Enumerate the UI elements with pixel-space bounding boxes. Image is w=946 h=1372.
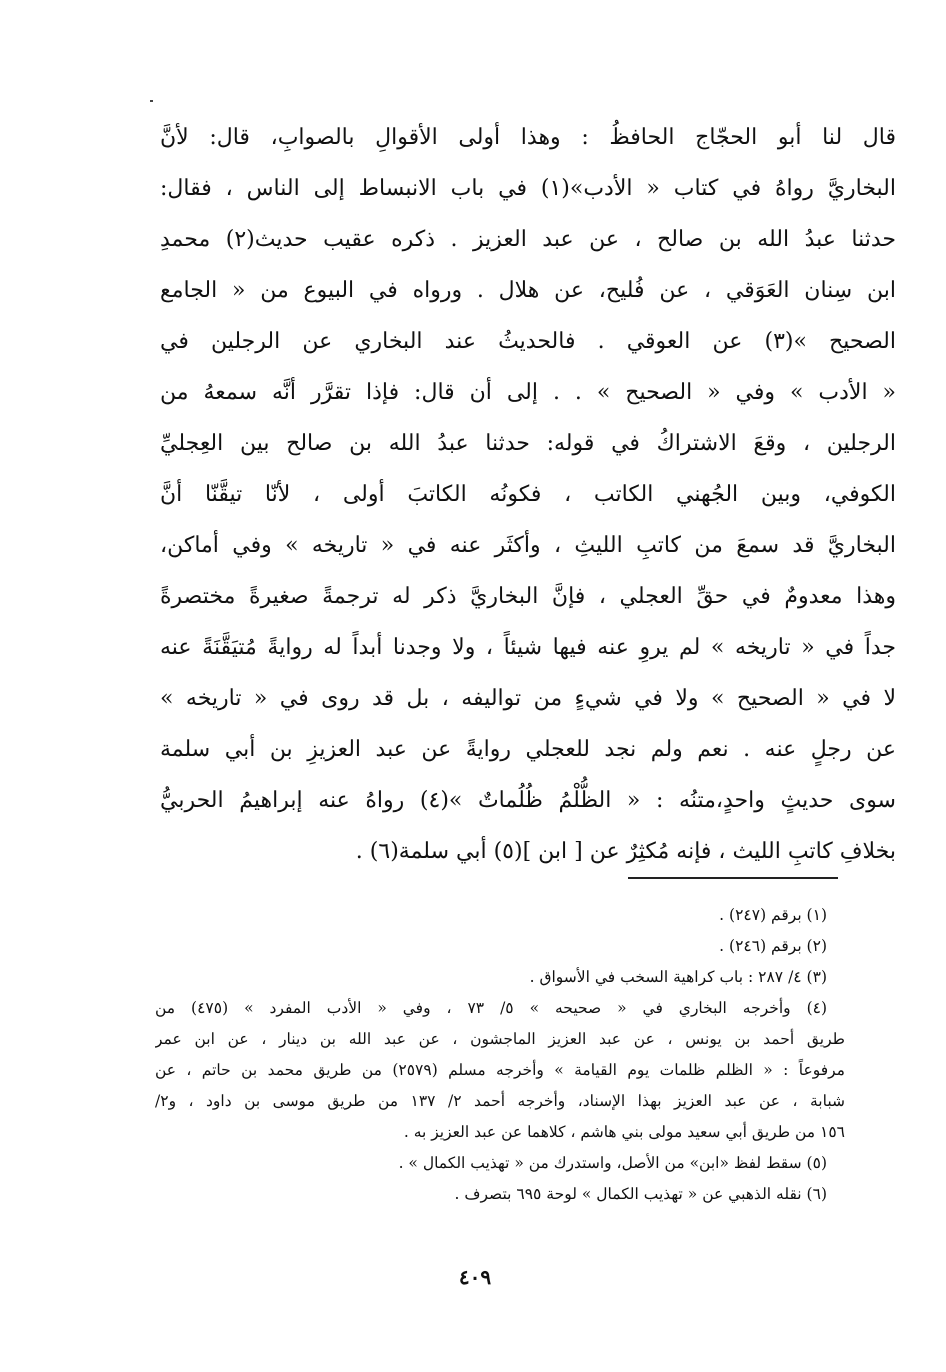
text-line: قال لنا أبو الحجّاج الحافظُ : وهذا أولى الأقوالِ بالصوابِ، قال: لأنَّ xyxy=(160,125,896,150)
text-line: حدثنا عبدُ الله بن صالح ، عن عبد العزيز . ذكره عقيب حديث(٢) محمدِ xyxy=(160,227,896,252)
text-line: الكوفي، وبين الجُهني الكاتب ، فكونُه الكاتبَ أولى ، لأنّا تيقَّنّا أنَّ xyxy=(160,482,896,507)
text-line: بخلافِ كاتبِ الليث ، فإنه مُكثِرٌ عن [ ابن ](٥) أبي سلمة(٦) . xyxy=(355,839,896,864)
text-line: « الأدب » وفي « الصحيح » . . إلى أن قال: فإذا تقرَّر أنَّه سمعهُ من xyxy=(160,380,896,405)
text-line: ابن سِنان العَوَقي ، عن فُليح، عن هلال . ورواه في البيوع من « الجامع xyxy=(160,278,896,303)
text-line: البخاريَّ رواهُ في كتاب « الأدب»(١) في باب الانبساط إلى الناس ، فقال: xyxy=(160,176,896,201)
footnote: (٤) وأخرجه البخاري في « صحيحه » ٥/ ٧٣ ، وفي « الأدب المفرد » (٤٧٥) من xyxy=(155,999,828,1017)
text-line: لا في « الصحيح » ولا في شيءٍ من تواليفه ، بل قد روى في « تاريخه » xyxy=(160,686,896,711)
scan-speck xyxy=(150,100,153,102)
footnote: (٣) ٤/ ٢٨٧ : باب كراهية السخب في الأسواق . xyxy=(529,968,827,986)
footnote: (٢) برقم (٢٤٦) . xyxy=(719,937,827,955)
footnote: (٥) سقط لفظ «ابن» من الأصل، واستدرك من « تهذيب الكمال » . xyxy=(398,1154,827,1172)
text-line: البخاريَّ قد سمعَ من كاتبِ الليثِ ، وأكثَر عنه في « تاريخه » وفي أماكن، xyxy=(160,533,896,558)
footnote: (٦) نقله الذهبي عن « تهذيب الكمال » لوحة ٦٩٥ بتصرف . xyxy=(454,1185,827,1203)
footnotes xyxy=(155,900,845,1210)
text-line: عن رجلٍ عنه . نعم ولم نجد للعجلي روايةً عن عبد العزيزِ بن أبي سلمة xyxy=(160,737,896,762)
footnote-continuation: طريق أحمد بن يونس ، عن عبد العزيز الماجشون ، عن عبد الله بن دينار ، عن ابن عمر xyxy=(155,1030,845,1048)
footnote-continuation: شبابة ، عن عبد العزيز بهذا الإسناد، وأخرجه أحمد ٢/ ١٣٧ من طريق موسى بن داود ، و٢/ xyxy=(155,1092,845,1110)
text-line: الرجلين ، وقعَ الاشتراكُ في قوله: حدثنا عبدُ الله بن صالح بين العِجليِّ xyxy=(160,431,896,456)
footnote-continuation: مرفوعاً : « الظلم ظلمات يوم القيامة » وأخرجه مسلم (٢٥٧٩) من طريق محمد بن حاتم ، عن xyxy=(155,1061,845,1079)
main-text xyxy=(160,112,896,877)
text-line: سوى حديثٍ واحدٍ،متنُه : « الظُّلْمُ ظُلُماتٌ »(٤) رواهُ عنه إبراهيمُ الحربيُّ xyxy=(160,788,896,813)
text-line: وهذا معدومٌ في حقِّ العجلي ، فإنَّ البخاريَّ ذكر له ترجمةً صغيرةً مختصرةً xyxy=(160,584,896,609)
text-line: الصحيح »(٣) عن العوقي . فالحديثُ عند البخاري عن الرجلين في xyxy=(160,329,896,354)
footnote-separator xyxy=(628,877,838,879)
footnote-continuation: ١٥٦ من طريق أبي سعيد مولى بني هاشم ، كلاهما عن عبد العزيز به . xyxy=(403,1123,845,1141)
text-line: جداً في « تاريخه » لم يروِ عنه فيها شيئاً ، ولا وجدنا أبداً له روايةً مُتيَقَّنَةً عنه xyxy=(160,635,896,660)
page-number: ٤٠٩ xyxy=(458,1265,492,1289)
footnote: (١) برقم (٢٤٧) . xyxy=(719,906,827,924)
